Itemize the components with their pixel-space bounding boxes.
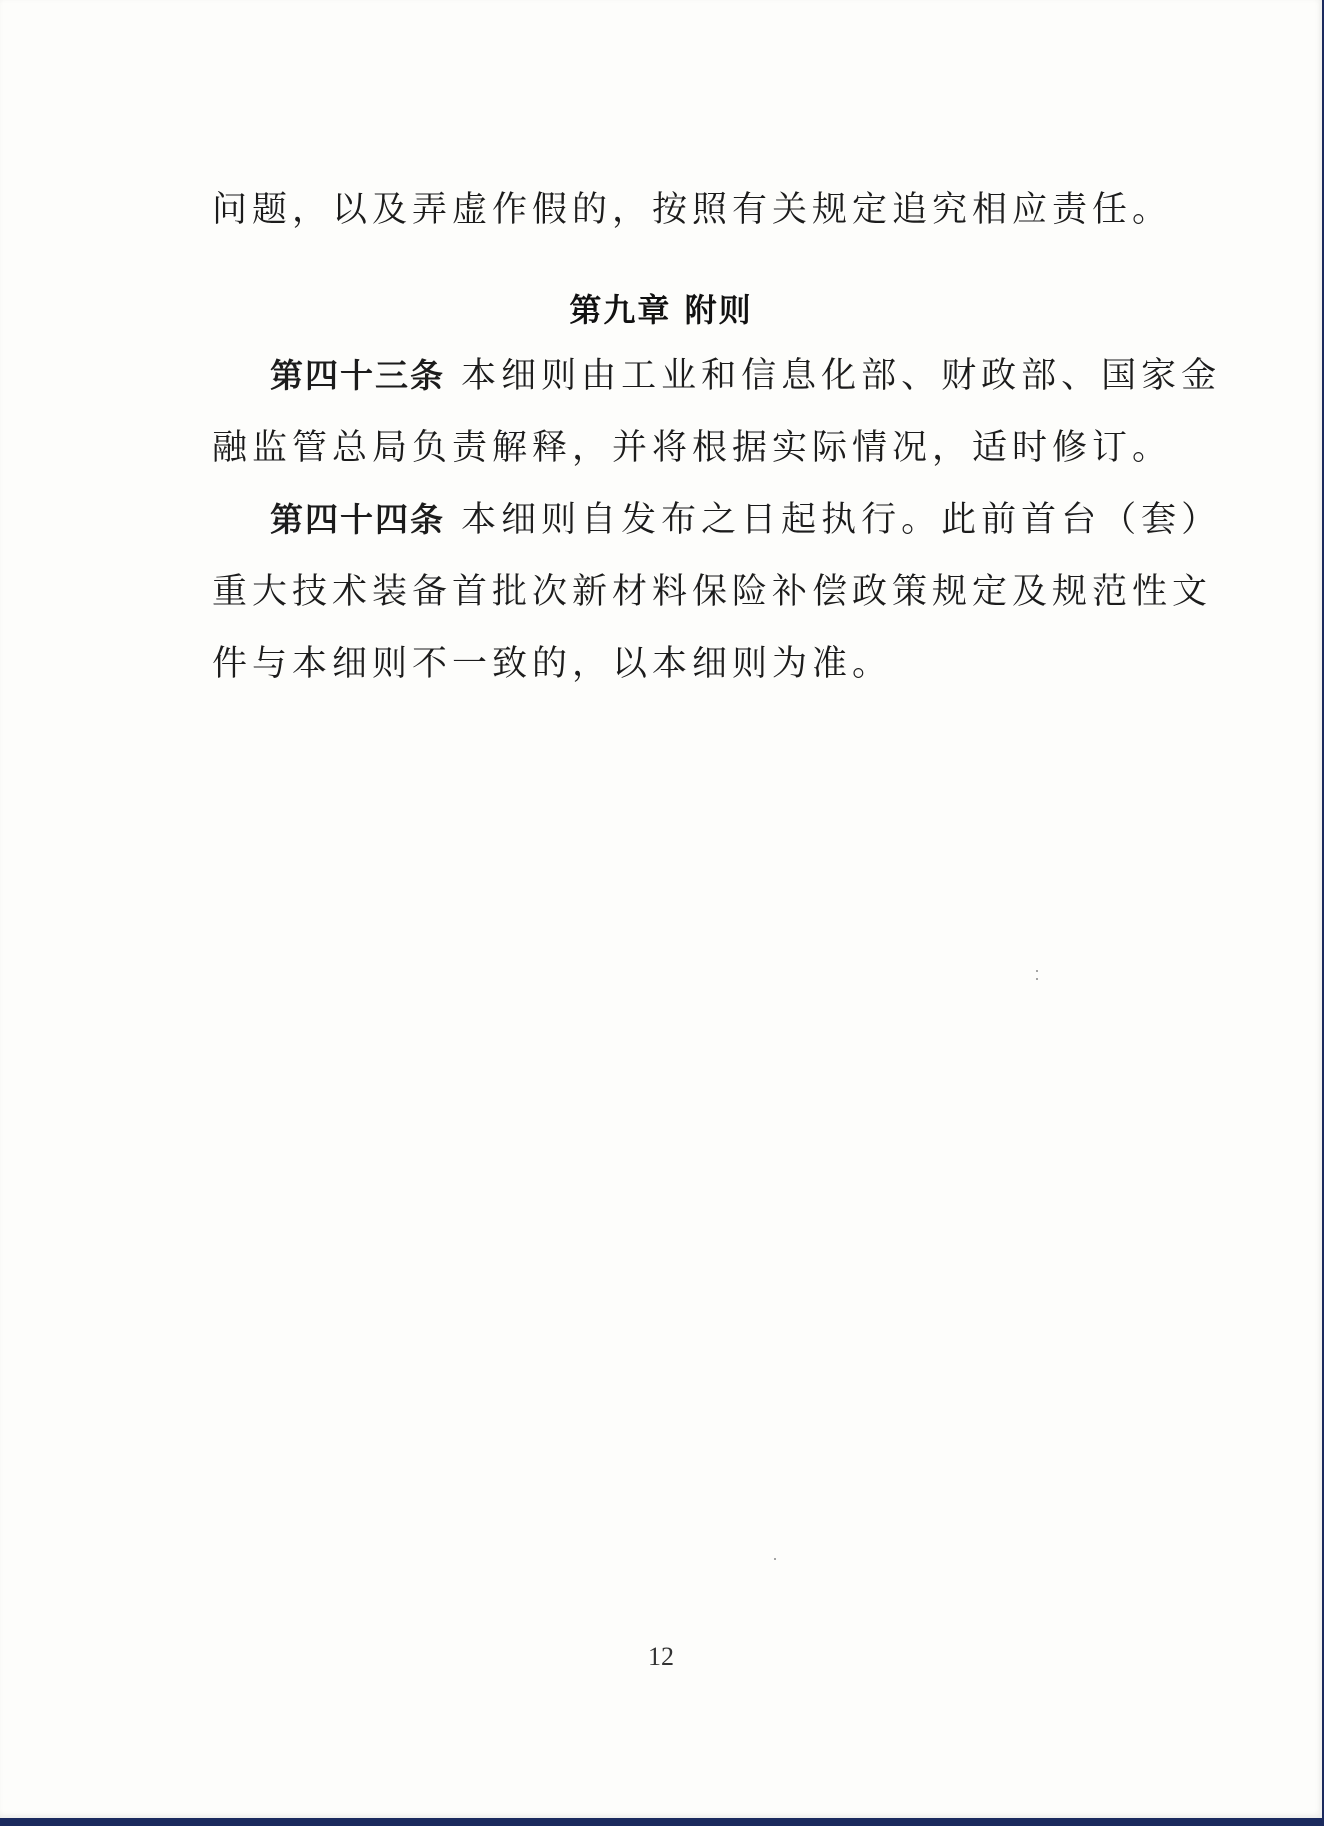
article-43-text-line1: 本细则由工业和信息化部、财政部、国家金 [461,356,1222,396]
chapter-heading: 第九章 附则 [569,291,753,329]
article-44-first-line [270,484,1222,556]
article-44-label: 第四十四条 [270,500,445,539]
article-44-text-line3: 件与本细则不一致的，以本细则为准。 [212,644,893,684]
article-43-text-line2: 融监管总局负责解释，并将根据实际情况，适时修订。 [212,428,1173,468]
article-44-text-line1: 本细则自发布之日起执行。此前首台（套） [461,500,1222,540]
article-44-text-line2: 重大技术装备首批次新材料保险补偿政策规定及规范性文 [212,572,1213,612]
article-43-first-line [270,340,1222,412]
scan-speck [1036,978,1038,980]
scan-speck [774,1558,776,1560]
continuation-line: 问题，以及弄虚作假的，按照有关规定追究相应责任。 [212,190,1173,230]
page-number: 12 [648,1642,674,1671]
scan-speck [1036,970,1038,972]
article-43-label: 第四十三条 [270,356,445,395]
